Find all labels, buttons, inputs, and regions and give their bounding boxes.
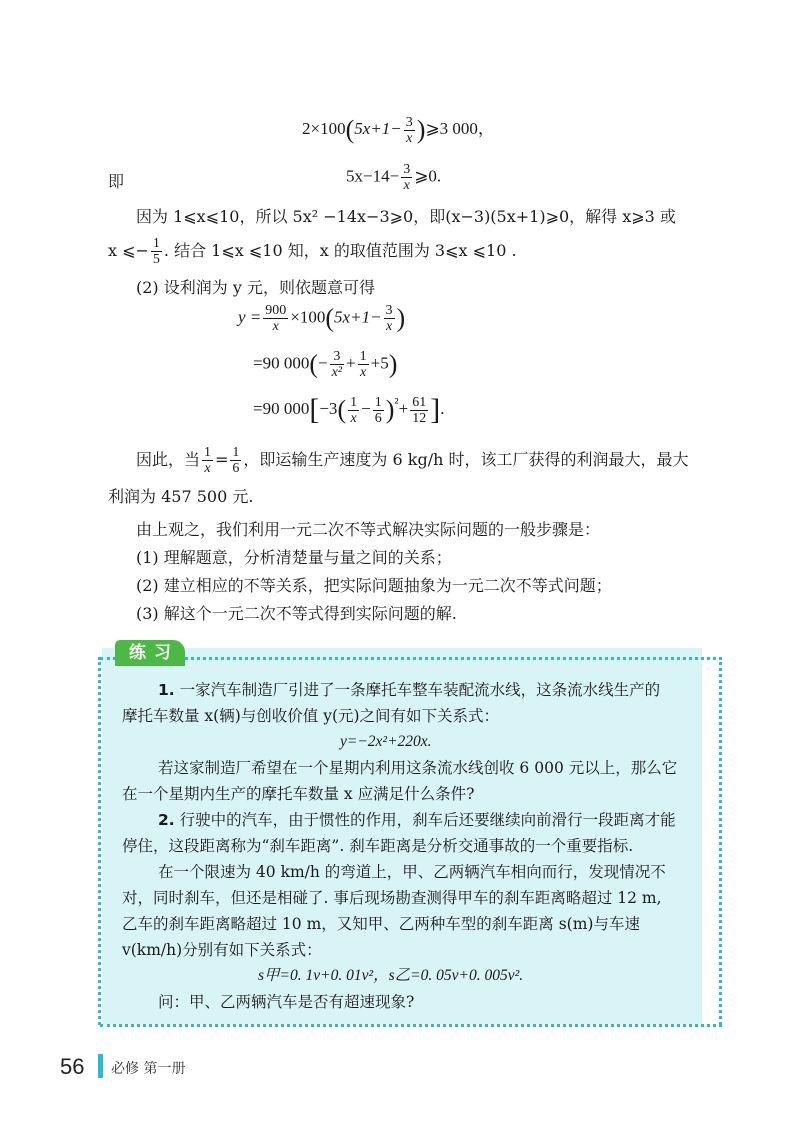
exercise-q2-line5: 乙车的刹车距离略超过 10 m，又知甲、乙两种车型的刹车距离 s(m)与车速 [122,915,640,933]
conclusion-line1: 因此，当 $\frac{1}{x}$ = $\frac{1}{6}$ ，即运输生产速度为 6 kg/h 时，该工厂获得的利润最大，最大 [136,445,689,476]
conclusion-line2: 利润为 457 500 元. [108,487,254,506]
profit-eq-2: =90 000(− $\frac{3}{\text{x²}}$ + $\frac{1}{x}$ +5) [253,349,398,380]
summary-step-3: (3) 解这个一元二次不等式得到实际问题的解. [136,604,457,623]
exercise-q2-line2: 停住，这段距离称为“刹车距离”. 刹车距离是分析交通事故的一个重要指标. [122,837,634,855]
summary-intro: 由上观之，我们利用一元二次不等式解决实际问题的一般步骤是： [136,520,601,539]
exercise-q1-line4: 在一个星期内生产的摩托车数量 x 应满足什么条件? [122,785,475,803]
exercise-q2-line3: 在一个限速为 40 km/h 的弯道上，甲、乙两辆汽车相向而行，发现情况不 [158,863,666,881]
exercise-border-right [719,657,722,1025]
exercise-border-top [100,657,722,660]
exercise-border-left [98,657,101,1025]
profit-eq-3: =90 000[−3( $\frac{1}{x}$ − $\frac{1}{6}$ )$^{^2}$+ $\frac{61}{12}$ ]. [253,393,445,426]
page-number: 56 [60,1054,85,1079]
exercise-q2-line7: 问：甲、乙两辆汽车是否有超速现象? [158,993,415,1011]
summary-step-1: (1) 理解题意，分析清楚量与量之间的关系； [136,548,452,567]
summary-step-2: (2) 建立相应的不等关系，把实际问题抽象为一元二次不等式问题； [136,576,612,595]
exercise-q1-line2: 摩托车数量 x(辆)与创收价值 y(元)之间有如下关系式： [122,707,500,725]
exercise-q2-line1: 2. 行驶中的汽车，由于惯性的作用，刹车后还要继续向前滑行一段距离才能 [158,811,676,829]
profit-eq-1: y = $\frac{900}{x}$ ×100(5x+1− $\frac{3}{x}$ ) [238,303,406,334]
footer-accent-bar [98,1054,103,1078]
equation-2: 5x−14− $\frac{3}{x}$ ⩾0. [346,162,442,193]
label-ji: 即 [108,172,125,191]
exercise-border-bottom [100,1024,722,1027]
part1-line1: 因为 1⩽x⩽10，所以 5x² −14x−3⩾0，即(x−3)(5x+1)⩾0，解得 x⩾3 或 [136,207,676,226]
exercise-q1-line1: 1. 一家汽车制造厂引进了一条摩托车整车装配流水线，这条流水线生产的 [158,681,661,699]
exercise-tab: 练习 [115,640,185,666]
equation-1: 2×100(5x+1− $\frac{3}{x}$ )⩾3 000， [302,114,495,146]
part1-line2: x ⩽− $\frac{1}{5}$ . 结合 1⩽x ⩽10 知，x 的取值范围为 3⩽x ⩽10 . [108,236,517,267]
exercise-q2-formula: s甲=0. 1v+0. 01v²，s乙=0. 05v+0. 005v². [258,967,524,984]
book-title: 必修 第一册 [111,1061,186,1077]
part2-intro: (2) 设利润为 y 元，则依题意可得 [136,278,375,297]
exercise-q1-formula: y=−2x²+220x. [340,733,432,750]
exercise-q1-line3: 若这家制造厂希望在一个星期内利用这条流水线创收 6 000 元以上，那么它 [158,759,678,777]
exercise-q2-line6: v(km/h)分别有如下关系式： [122,941,322,959]
exercise-q2-line4: 对，同时刹车，但还是相碰了. 事后现场勘查测得甲车的刹车距离略超过 12 m, [122,889,662,907]
